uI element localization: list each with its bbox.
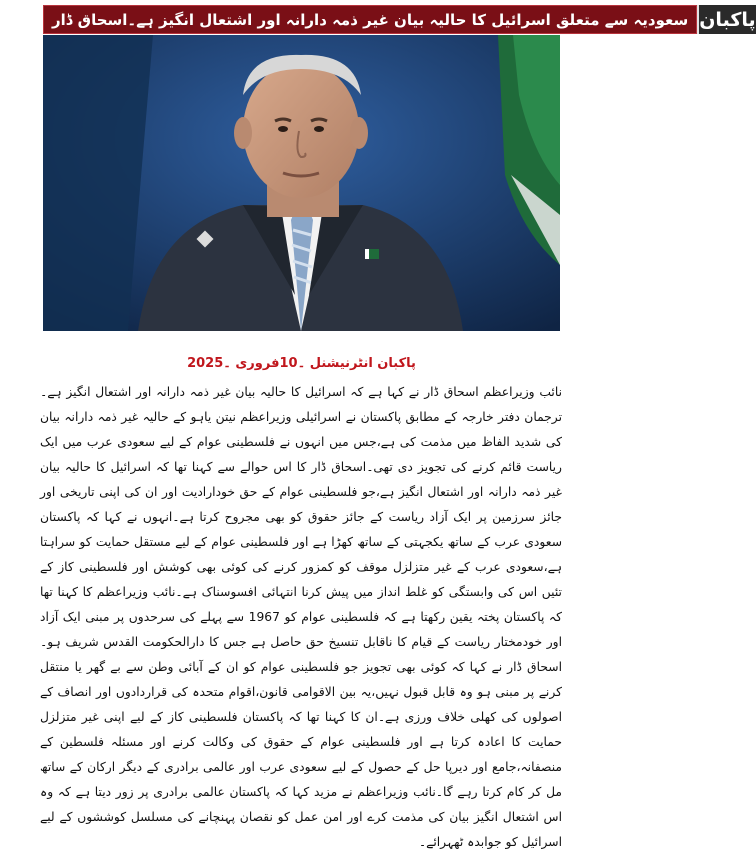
portrait-illustration <box>43 35 560 331</box>
news-header <box>43 5 756 34</box>
news-photo <box>43 35 560 331</box>
site-logo <box>697 5 755 34</box>
headline-text: سعودیہ سے متعلق اسرائیل کا حالیہ بیان غیر ذمہ دارانہ اور اشتعال انگیز ہے۔اسحاق ڈار <box>52 10 689 29</box>
dateline: پاکبان انٹرنیشنل ۔10فروری ۔2025 <box>187 356 416 371</box>
article-body: نائب وزیراعظم اسحاق ڈار نے کہا ہے کہ اسرائیل کا حالیہ بیان غیر ذمہ دارانہ اور اشتعال انگیز ہے۔ترجمان دفتر خارجہ کے مطابق پاکستان نے اسرائیلی وزیراعظم نیتن یاہو کے حالیہ غیر ذمہ دارانہ بیان کی شدید الفاظ میں مذمت کی ہے،جس میں انہوں نے فلسطینی عوام کے لیے سعودی عرب میں ایک ریاست قائم کرنے کی تجویز دی تھی۔اسحاق ڈار کا اس حوالے سے کہنا تھا کہ اسرائیل کا حالیہ بیان غیر ذمہ دارانہ اور اشتعال انگیز ہے،جو فلسطینی عوام کے حق خودارادیت اور ان کی اپنی تاریخی اور جائز سرزمین پر ایک آزاد ریاست کے جائز حقوق کو بھی مجروح کرتا ہے۔انہوں نے کہا کہ پاکستان سعودی عرب کے ساتھ یکجہتی کے ساتھ کھڑا ہے اور فلسطینی عوام کے لیے مستقل حمایت کو سراہتا ہے،سعودی عرب کے غیر متزلزل موقف کو کمزور کرنے کی کوئی بھی کوشش اور فلسطینی کاز کے تئیں اس کی وابستگی کو غلط انداز میں پیش کرنا انتہائی افسوسناک ہے۔نائب وزیراعظم کا کہنا تھا کہ پاکستان پختہ یقین رکھتا ہے کہ فلسطینی عوام کو 1967 سے پہلے کی سرحدوں پر مبنی ایک آزاد اور خودمختار ریاست کے قیام کا ناقابل تنسیخ حق حاصل ہے جس کا دارالحکومت القدس شریف ہو۔اسحاق ڈار نے کہا کہ کوئی بھی تجویز جو فلسطینی عوام کو ان کے آبائی وطن سے بے گھر یا منتقل کرنے پر مبنی ہو وہ قابل قبول نہیں،یہ بین الاقوامی قانون،اقوام متحدہ کی قراردادوں اور انصاف کے اصولوں کی کھلی خلاف ورزی ہے۔ان کا کہنا تھا کہ پاکستان فلسطینی کاز کے لیے اپنی غیر متزلزل حمایت کا اعادہ کرتا ہے اور فلسطینی عوام کے حقوق کی وکالت کرنے اور مسئلہ فلسطین کے منصفانہ،جامع اور دیرپا حل کے حصول کے لیے سعودی عرب اور عالمی برادری کے دیگر ارکان کے ساتھ مل کر کام کرتا رہے گا۔نائب وزیراعظم نے مزید کہا کہ پاکستان عالمی برادری پر زور دیتا ہے کہ وہ اس اشتعال انگیز بیان کی مذمت کرے اور امن عمل کو نقصان پہنچانے کی مسلسل کوششوں کے لیے اسرائیل کو جوابدہ ٹھہرائے۔ <box>40 385 562 849</box>
logo-text: پاکبان <box>699 8 756 31</box>
headline-bar <box>43 5 697 34</box>
